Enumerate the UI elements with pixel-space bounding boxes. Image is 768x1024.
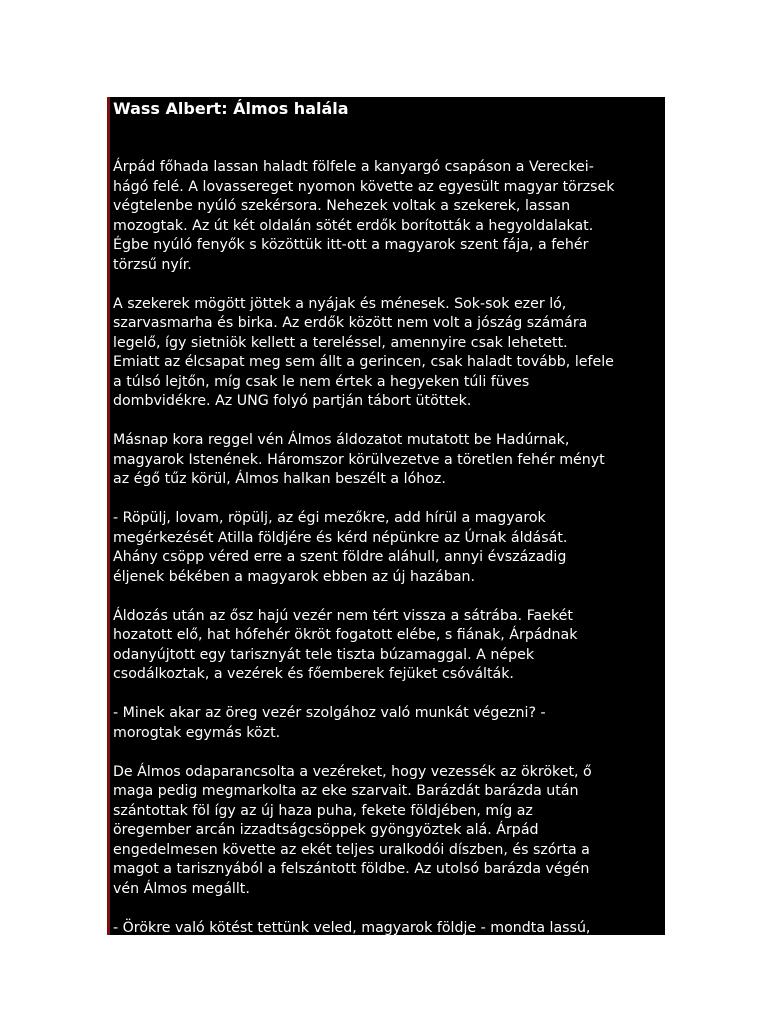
paragraph: A szekerek mögött jöttek a nyájak és ménesek. Sok-sok ezer ló, szarvasmarha és birka. Az erdők között nem volt a jószág számára legelő, így sietniök kellett a tereléssel, amennyire csak lehetett. Emiatt az élcsapat meg sem állt a gerincen, csak haladt tovább, lefele a túlsó lejtőn, míg csak le nem értek a hegyeken túli füves dombvidékre. Az UNG folyó partján tábort ütöttek. xyxy=(113,295,614,409)
document-title: Wass Albert: Álmos halála xyxy=(113,99,349,118)
paragraph: - Minek akar az öreg vezér szolgához való munkát végezni? - morogtak egymás közt. xyxy=(113,705,546,741)
paragraph: Másnap kora reggel vén Álmos áldozatot mutatott be Hadúrnak, magyarok Istenének. Háromszor körülvezetve a töretlen fehér ményt az égő tűz körül, Álmos halkan beszélt a lóhoz. xyxy=(113,432,605,487)
paragraph: De Álmos odaparancsolta a vezéreket, hogy vezessék az ökröket, ő maga pedig megmarkolta az eke szarvait. Barázdát barázda után szántottak föl így az új haza puha, fekete földjében, míg az öregember arcán izzadtságcsöppek gyöngyöztek alá. Árpád engedelmesen követte az ekét teljes uralkodói díszben, és szórta a magot a tarisznyából a felszántott földbe. Az utolsó barázda végén vén Álmos megállt. xyxy=(113,763,592,897)
document-page xyxy=(107,97,665,935)
paragraph: - Örökre való kötést tettünk veled, magyarok földje - mondta lassú, xyxy=(113,919,591,935)
paragraph: Árpád főhada lassan haladt fölfele a kanyargó csapáson a Vereckei- hágó felé. A lovassereget nyomon követte az egyesült magyar törzsek végtelenbe nyúló szekérsora. Nehezek voltak a szekerek, lassan mozogtak. Az út két oldalán sötét erdők borították a hegyoldalakat. Égbe nyúló fenyők s közöttük itt-ott a magyarok szent fája, a fehér törzsű nyír. xyxy=(113,159,615,273)
paragraph: - Röpülj, lovam, röpülj, az égi mezőkre, add hírül a magyarok megérkezését Atilla földjére és kérd népünkre az Úrnak áldását. Ahány csöpp véred erre a szent földre aláhull, annyi évszázadig éljenek békében a magyarok ebben az új hazában. xyxy=(113,510,568,585)
paragraph: Áldozás után az ősz hajú vezér nem tért vissza a sátrába. Faekét hozatott elő, hat hófehér ökröt fogatott elébe, s fiának, Árpádnak odanyújtott egy tarisznyát tele tiszta búzamaggal. A népek csodálkoztak, a vezérek és főemberek fejüket csóválták. xyxy=(113,607,578,682)
document-body xyxy=(113,158,655,935)
